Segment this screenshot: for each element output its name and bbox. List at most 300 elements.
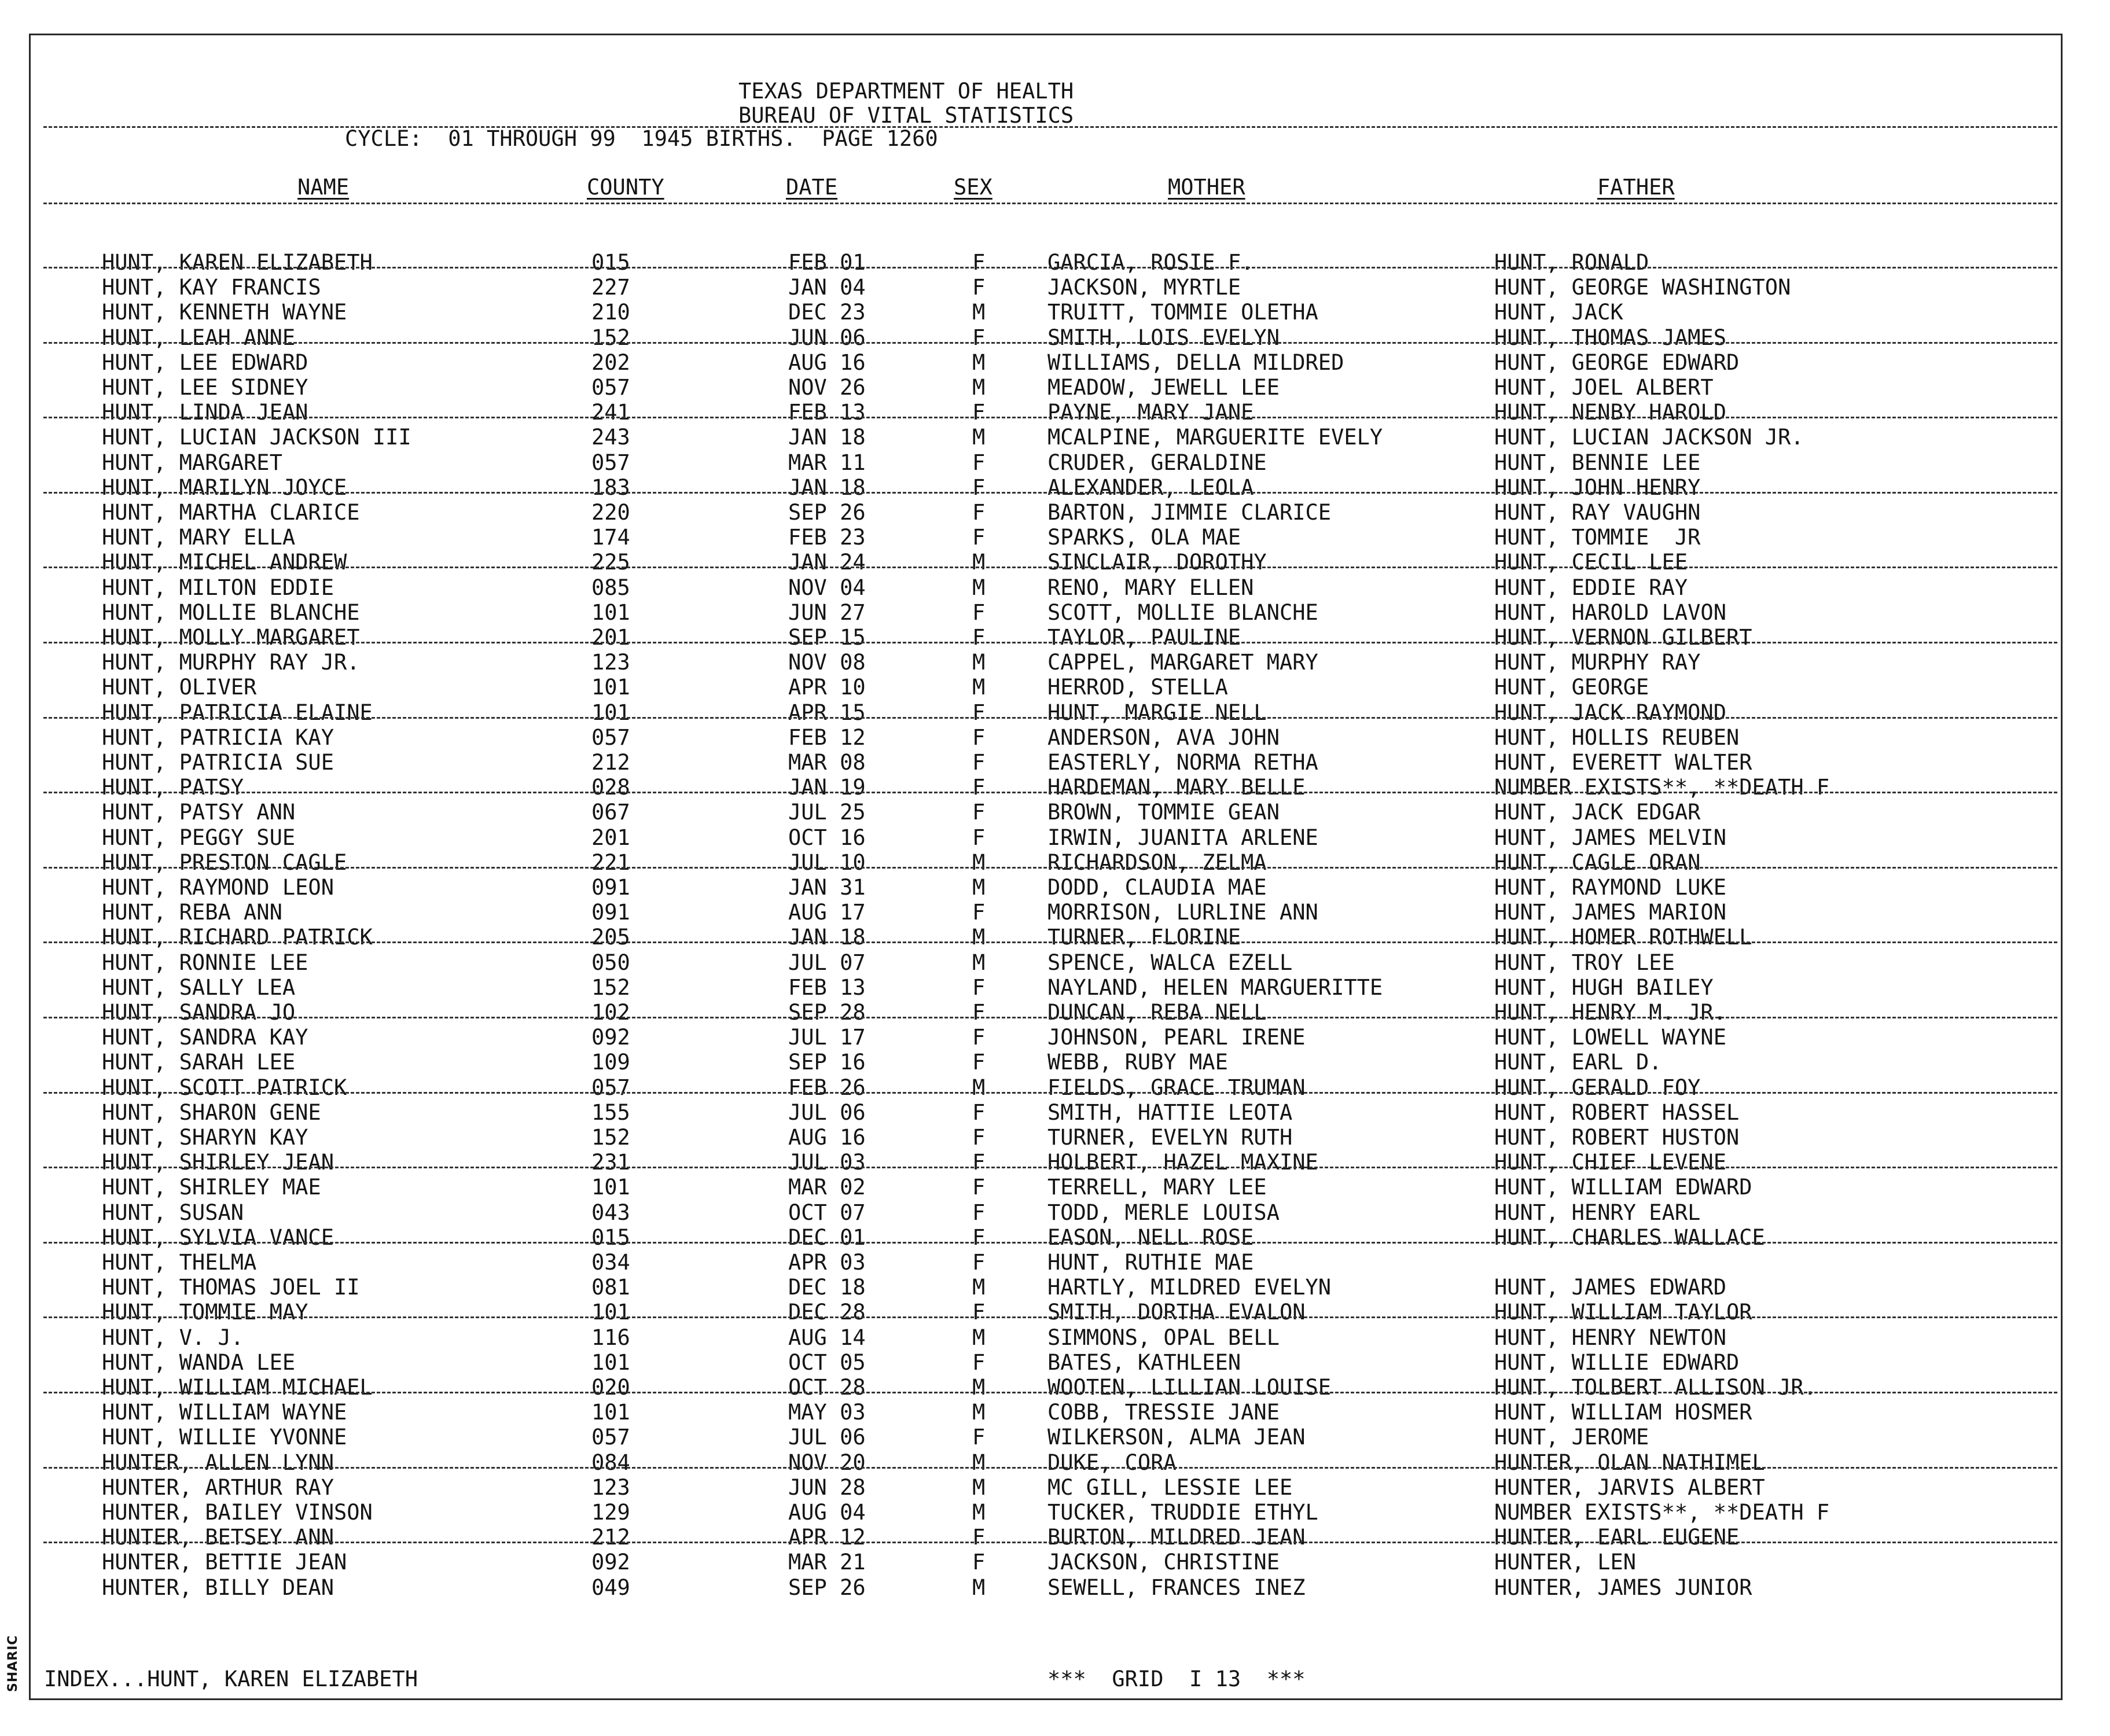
cell-father: HUNT, CECIL LEE	[1494, 550, 1688, 575]
cell-mother: WEBB, RUBY MAE	[1047, 1050, 1228, 1075]
cell-county: 015	[591, 1224, 630, 1250]
cell-sex: M	[972, 425, 986, 450]
col-header-date: DATE	[786, 175, 838, 200]
table-row	[0, 350, 2110, 375]
cell-county: 183	[591, 475, 630, 500]
cell-county: 020	[591, 1375, 630, 1400]
table-row	[0, 400, 2110, 425]
cell-father: HUNT, JAMES MARION	[1494, 900, 1726, 925]
col-header-county: COUNTY	[587, 175, 664, 200]
cell-county: 101	[591, 1349, 630, 1375]
cell-sex: F	[972, 525, 986, 550]
cell-father: HUNTER, EARL EUGENE	[1494, 1525, 1740, 1550]
cell-sex: F	[972, 1099, 986, 1125]
cell-date: APR 15	[788, 700, 866, 725]
cell-sex: M	[972, 550, 986, 575]
table-row	[0, 950, 2110, 975]
cell-date: JAN 19	[788, 775, 866, 800]
cell-name: HUNT, SHIRLEY MAE	[102, 1175, 321, 1200]
cell-county: 067	[591, 800, 630, 825]
table-row	[0, 1150, 2110, 1175]
table-row	[0, 1350, 2110, 1375]
cell-name: HUNT, RICHARD PATRICK	[102, 925, 373, 950]
cell-father: HUNTER, LEN	[1494, 1550, 1637, 1575]
cell-name: HUNT, WILLIE YVONNE	[102, 1425, 347, 1450]
cell-name: HUNT, REBA ANN	[102, 900, 282, 925]
cell-sex: M	[972, 1500, 986, 1525]
cell-mother: SEWELL, FRANCES INEZ	[1047, 1575, 1306, 1600]
cell-mother: DUKE, CORA	[1047, 1450, 1177, 1475]
cell-date: JUL 25	[788, 800, 866, 825]
cell-mother: DODD, CLAUDIA MAE	[1047, 875, 1267, 900]
cell-date: SEP 28	[788, 1000, 866, 1025]
cell-name: HUNTER, BAILEY VINSON	[102, 1500, 373, 1525]
cell-county: 231	[591, 1150, 630, 1175]
cell-sex: F	[972, 974, 986, 1000]
cell-father: HUNTER, JARVIS ALBERT	[1494, 1474, 1765, 1500]
table-row	[0, 425, 2110, 450]
cell-sex: M	[972, 875, 986, 900]
cell-sex: M	[972, 1075, 986, 1100]
cell-father: HUNT, WILLIAM EDWARD	[1494, 1175, 1752, 1200]
cell-name: HUNT, PATSY	[102, 775, 244, 800]
cell-father: HUNT, HENRY EARL	[1494, 1200, 1701, 1225]
table-row	[0, 1000, 2110, 1025]
cell-mother: SPENCE, WALCA EZELL	[1047, 950, 1293, 975]
cell-name: HUNTER, BETSEY ANN	[102, 1525, 334, 1550]
cell-county: 212	[591, 750, 630, 775]
cell-name: HUNT, SUSAN	[102, 1200, 244, 1225]
cell-father: HUNT, JOHN HENRY	[1494, 475, 1701, 500]
table-row	[0, 775, 2110, 800]
cell-date: JAN 04	[788, 275, 866, 300]
cell-county: 116	[591, 1325, 630, 1350]
cell-county: 129	[591, 1500, 630, 1525]
cell-mother: MORRISON, LURLINE ANN	[1047, 900, 1318, 925]
footer-index: INDEX...HUNT, KAREN ELIZABETH	[44, 1667, 418, 1691]
cell-sex: F	[972, 599, 986, 625]
cell-date: MAY 03	[788, 1400, 866, 1425]
cell-sex: M	[972, 849, 986, 875]
cell-mother: FIELDS, GRACE TRUMAN	[1047, 1075, 1306, 1100]
cell-name: HUNT, THOMAS JOEL II	[102, 1275, 360, 1300]
cell-date: SEP 26	[788, 500, 866, 525]
cell-date: JUL 03	[788, 1150, 866, 1175]
cell-mother: PAYNE, MARY JANE	[1047, 400, 1254, 425]
cell-county: 152	[591, 974, 630, 1000]
cell-father: HUNTER, OLAN NATHIMEL	[1494, 1450, 1765, 1475]
cell-sex: F	[972, 1175, 986, 1200]
cell-name: HUNT, SHARON GENE	[102, 1099, 321, 1125]
cell-mother: BARTON, JIMMIE CLARICE	[1047, 500, 1332, 525]
cell-name: HUNT, MURPHY RAY JR.	[102, 650, 360, 675]
cell-county: 034	[591, 1250, 630, 1275]
cell-county: 057	[591, 450, 630, 475]
table-row	[0, 1400, 2110, 1425]
cell-date: MAR 11	[788, 450, 866, 475]
cell-county: 101	[591, 599, 630, 625]
cell-sex: M	[972, 1400, 986, 1425]
cell-father: NUMBER EXISTS**, **DEATH F	[1494, 1500, 1830, 1525]
cell-sex: M	[972, 575, 986, 600]
cell-father: HUNT, VERNON GILBERT	[1494, 625, 1752, 650]
cell-county: 221	[591, 849, 630, 875]
cell-date: SEP 16	[788, 1050, 866, 1075]
cell-county: 101	[591, 700, 630, 725]
cell-date: AUG 16	[788, 350, 866, 375]
cell-name: HUNT, KAY FRANCIS	[102, 275, 321, 300]
cell-mother: MC GILL, LESSIE LEE	[1047, 1474, 1293, 1500]
cell-name: HUNTER, BETTIE JEAN	[102, 1550, 347, 1575]
cell-sex: F	[972, 1250, 986, 1275]
table-row	[0, 275, 2110, 300]
cell-mother: EASON, NELL ROSE	[1047, 1224, 1254, 1250]
cell-county: 152	[591, 325, 630, 350]
cell-name: HUNT, MOLLIE BLANCHE	[102, 599, 360, 625]
col-header-mother: MOTHER	[1168, 175, 1245, 200]
cell-date: FEB 01	[788, 250, 866, 275]
cell-name: HUNT, MILTON EDDIE	[102, 575, 334, 600]
cell-sex: F	[972, 1200, 986, 1225]
cell-date: DEC 23	[788, 300, 866, 325]
cell-father: HUNT, BENNIE LEE	[1494, 450, 1701, 475]
cell-father: HUNTER, JAMES JUNIOR	[1494, 1575, 1752, 1600]
cell-date: OCT 05	[788, 1349, 866, 1375]
table-row	[0, 525, 2110, 550]
cell-mother: BURTON, MILDRED JEAN	[1047, 1525, 1306, 1550]
cell-mother: SIMMONS, OPAL BELL	[1047, 1325, 1280, 1350]
cell-father: HUNT, HOLLIS REUBEN	[1494, 724, 1740, 750]
cell-sex: F	[972, 1349, 986, 1375]
cell-county: 057	[591, 375, 630, 400]
cell-father: HUNT, WILLIE EDWARD	[1494, 1349, 1740, 1375]
cell-mother: CAPPEL, MARGARET MARY	[1047, 650, 1318, 675]
cell-sex: F	[972, 450, 986, 475]
cell-date: FEB 13	[788, 400, 866, 425]
cell-county: 028	[591, 775, 630, 800]
cell-name: HUNT, PATRICIA KAY	[102, 724, 334, 750]
cell-name: HUNTER, ARTHUR RAY	[102, 1474, 334, 1500]
cell-date: JAN 18	[788, 425, 866, 450]
cell-father: HUNT, EVERETT WALTER	[1494, 750, 1752, 775]
table-row	[0, 250, 2110, 275]
cell-name: HUNT, PRESTON CAGLE	[102, 849, 347, 875]
table-row	[0, 475, 2110, 500]
cell-father: HUNT, JACK RAYMOND	[1494, 700, 1726, 725]
cell-county: 101	[591, 1300, 630, 1325]
cell-mother: HARTLY, MILDRED EVELYN	[1047, 1275, 1332, 1300]
cell-name: HUNT, SCOTT PATRICK	[102, 1075, 347, 1100]
cell-mother: WILKERSON, ALMA JEAN	[1047, 1425, 1306, 1450]
cell-mother: EASTERLY, NORMA RETHA	[1047, 750, 1318, 775]
table-row	[0, 650, 2110, 675]
cell-mother: JACKSON, MYRTLE	[1047, 275, 1241, 300]
cell-name: HUNT, WANDA LEE	[102, 1349, 296, 1375]
cell-county: 101	[591, 675, 630, 700]
cell-mother: CRUDER, GERALDINE	[1047, 450, 1267, 475]
header-bureau: BUREAU OF VITAL STATISTICS	[738, 103, 1074, 128]
cell-father: HUNT, TOLBERT ALLISON JR.	[1494, 1375, 1817, 1400]
col-header-name: NAME	[297, 175, 350, 200]
cell-mother: TODD, MERLE LOUISA	[1047, 1200, 1280, 1225]
cell-father: HUNT, JEROME	[1494, 1425, 1649, 1450]
table-row	[0, 750, 2110, 775]
cell-mother: SCOTT, MOLLIE BLANCHE	[1047, 599, 1318, 625]
cell-date: JUL 17	[788, 1025, 866, 1050]
cell-county: 109	[591, 1050, 630, 1075]
cell-sex: F	[972, 275, 986, 300]
table-row	[0, 550, 2110, 575]
cell-name: HUNTER, BILLY DEAN	[102, 1575, 334, 1600]
header-cycle: CYCLE: 01 THROUGH 99 1945 BIRTHS. PAGE 1260	[345, 126, 938, 151]
cell-father: HUNT, JOEL ALBERT	[1494, 375, 1714, 400]
cell-sex: M	[972, 1450, 986, 1475]
table-row	[0, 1200, 2110, 1225]
cell-mother: TURNER, EVELYN RUTH	[1047, 1125, 1293, 1150]
cell-county: 123	[591, 650, 630, 675]
cell-name: HUNT, MARY ELLA	[102, 525, 296, 550]
table-row	[0, 700, 2110, 725]
cell-date: FEB 12	[788, 724, 866, 750]
table-row	[0, 1250, 2110, 1275]
cell-county: 091	[591, 900, 630, 925]
table-row	[0, 1025, 2110, 1050]
cell-date: JAN 18	[788, 925, 866, 950]
cell-mother: ALEXANDER, LEOLA	[1047, 475, 1254, 500]
cell-date: OCT 28	[788, 1375, 866, 1400]
cell-sex: M	[972, 300, 986, 325]
table-row	[0, 675, 2110, 700]
table-row	[0, 325, 2110, 350]
cell-county: 043	[591, 1200, 630, 1225]
cell-sex: F	[972, 724, 986, 750]
cell-name: HUNT, SANDRA JO	[102, 1000, 296, 1025]
cell-father: HUNT, GEORGE	[1494, 675, 1649, 700]
cell-father: HUNT, GEORGE WASHINGTON	[1494, 275, 1791, 300]
cell-sex: M	[972, 1575, 986, 1600]
cell-mother: SPARKS, OLA MAE	[1047, 525, 1241, 550]
table-row	[0, 1100, 2110, 1125]
cell-county: 155	[591, 1099, 630, 1125]
table-row	[0, 600, 2110, 625]
side-label: SHARIC	[6, 1635, 20, 1693]
cell-father: HUNT, HAROLD LAVON	[1494, 599, 1726, 625]
header-agency: TEXAS DEPARTMENT OF HEALTH	[738, 79, 1074, 104]
cell-name: HUNT, OLIVER	[102, 675, 257, 700]
table-row	[0, 1325, 2110, 1350]
cell-sex: F	[972, 625, 986, 650]
cell-date: OCT 16	[788, 825, 866, 850]
cell-mother: SMITH, DORTHA EVALON	[1047, 1300, 1306, 1325]
cell-name: HUNT, SANDRA KAY	[102, 1025, 308, 1050]
cell-mother: RENO, MARY ELLEN	[1047, 575, 1254, 600]
cell-father: HUNT, JAMES MELVIN	[1494, 825, 1726, 850]
cell-county: 015	[591, 250, 630, 275]
cell-mother: NAYLAND, HELEN MARGUERITTE	[1047, 974, 1383, 1000]
table-row	[0, 500, 2110, 525]
table-row	[0, 1500, 2110, 1525]
cell-sex: M	[972, 950, 986, 975]
cell-name: HUNT, MARTHA CLARICE	[102, 500, 360, 525]
cell-county: 092	[591, 1550, 630, 1575]
cell-name: HUNT, MICHEL ANDREW	[102, 550, 347, 575]
cell-sex: M	[972, 1275, 986, 1300]
cell-sex: F	[972, 475, 986, 500]
cell-sex: M	[972, 350, 986, 375]
cell-county: 101	[591, 1400, 630, 1425]
cell-mother: TERRELL, MARY LEE	[1047, 1175, 1267, 1200]
cell-sex: F	[972, 325, 986, 350]
cell-father: HUNT, JAMES EDWARD	[1494, 1275, 1726, 1300]
cell-father: HUNT, MURPHY RAY	[1494, 650, 1701, 675]
cell-date: APR 12	[788, 1525, 866, 1550]
cell-date: APR 03	[788, 1250, 866, 1275]
cell-name: HUNT, PATRICIA SUE	[102, 750, 334, 775]
cell-sex: F	[972, 1000, 986, 1025]
col-header-sex: SEX	[954, 175, 992, 200]
cell-mother: BATES, KATHLEEN	[1047, 1349, 1241, 1375]
cell-father: HUNT, EARL D.	[1494, 1050, 1662, 1075]
cell-county: 201	[591, 825, 630, 850]
cell-father: HUNT, RAY VAUGHN	[1494, 500, 1701, 525]
cell-mother: TRUITT, TOMMIE OLETHA	[1047, 300, 1318, 325]
cell-sex: F	[972, 250, 986, 275]
cell-name: HUNT, PATSY ANN	[102, 800, 296, 825]
cell-date: JUL 06	[788, 1425, 866, 1450]
cell-county: 102	[591, 1000, 630, 1025]
cell-date: MAR 02	[788, 1175, 866, 1200]
cell-sex: F	[972, 1050, 986, 1075]
table-row	[0, 725, 2110, 750]
cell-county: 225	[591, 550, 630, 575]
cell-date: OCT 07	[788, 1200, 866, 1225]
table-row	[0, 1550, 2110, 1575]
cell-date: SEP 15	[788, 625, 866, 650]
cell-name: HUNT, SALLY LEA	[102, 974, 296, 1000]
cell-date: AUG 17	[788, 900, 866, 925]
cell-name: HUNT, LEAH ANNE	[102, 325, 296, 350]
cell-mother: BROWN, TOMMIE GEAN	[1047, 800, 1280, 825]
cell-father: HUNT, CHARLES WALLACE	[1494, 1224, 1765, 1250]
cell-father: HUNT, RONALD	[1494, 250, 1649, 275]
cell-sex: F	[972, 900, 986, 925]
cell-name: HUNT, LEE EDWARD	[102, 350, 308, 375]
cell-date: FEB 26	[788, 1075, 866, 1100]
cell-mother: ANDERSON, AVA JOHN	[1047, 724, 1280, 750]
table-row	[0, 1175, 2110, 1200]
cell-sex: F	[972, 400, 986, 425]
cell-date: DEC 01	[788, 1224, 866, 1250]
table-row	[0, 1300, 2110, 1325]
cell-name: HUNT, KAREN ELIZABETH	[102, 250, 373, 275]
cell-county: 092	[591, 1025, 630, 1050]
cell-father: HUNT, LUCIAN JACKSON JR.	[1494, 425, 1804, 450]
cell-father: HUNT, HENRY NEWTON	[1494, 1325, 1726, 1350]
cell-date: JUN 28	[788, 1474, 866, 1500]
cell-father: HUNT, RAYMOND LUKE	[1494, 875, 1726, 900]
cell-father: HUNT, THOMAS JAMES	[1494, 325, 1726, 350]
cell-mother: IRWIN, JUANITA ARLENE	[1047, 825, 1318, 850]
cell-date: MAR 21	[788, 1550, 866, 1575]
table-row	[0, 900, 2110, 925]
cell-county: 057	[591, 1425, 630, 1450]
table-row	[0, 975, 2110, 1000]
cell-county: 101	[591, 1175, 630, 1200]
cell-father: HUNT, HENRY M. JR.	[1494, 1000, 1726, 1025]
cell-father: HUNT, EDDIE RAY	[1494, 575, 1688, 600]
cell-mother: WILLIAMS, DELLA MILDRED	[1047, 350, 1344, 375]
cell-mother: WOOTEN, LILLIAN LOUISE	[1047, 1375, 1332, 1400]
cell-mother: TURNER, FLORINE	[1047, 925, 1241, 950]
cell-date: JUL 07	[788, 950, 866, 975]
cell-date: NOV 08	[788, 650, 866, 675]
table-row	[0, 1575, 2110, 1600]
table-row	[0, 1425, 2110, 1450]
cell-sex: F	[972, 1300, 986, 1325]
cell-county: 152	[591, 1125, 630, 1150]
cell-sex: F	[972, 750, 986, 775]
table-row	[0, 300, 2110, 325]
cell-sex: M	[972, 650, 986, 675]
table-row	[0, 825, 2110, 850]
cell-mother: JOHNSON, PEARL IRENE	[1047, 1025, 1306, 1050]
cell-name: HUNT, MOLLY MARGARET	[102, 625, 360, 650]
table-row	[0, 1525, 2110, 1550]
cell-county: 241	[591, 400, 630, 425]
cell-date: JAN 31	[788, 875, 866, 900]
cell-sex: M	[972, 1325, 986, 1350]
cell-sex: M	[972, 1474, 986, 1500]
cell-sex: F	[972, 1150, 986, 1175]
cell-name: HUNT, LINDA JEAN	[102, 400, 308, 425]
col-header-father: FATHER	[1597, 175, 1675, 200]
cell-name: HUNT, SYLVIA VANCE	[102, 1224, 334, 1250]
table-row	[0, 375, 2110, 400]
cell-date: JAN 24	[788, 550, 866, 575]
cell-mother: HARDEMAN, MARY BELLE	[1047, 775, 1306, 800]
table-row	[0, 850, 2110, 875]
table-row	[0, 625, 2110, 650]
cell-sex: F	[972, 825, 986, 850]
cell-mother: TAYLOR, PAULINE	[1047, 625, 1241, 650]
cell-name: HUNT, RONNIE LEE	[102, 950, 308, 975]
cell-date: FEB 13	[788, 974, 866, 1000]
table-row	[0, 1125, 2110, 1150]
cell-sex: F	[972, 500, 986, 525]
table-row	[0, 1275, 2110, 1300]
cell-mother: SMITH, HATTIE LEOTA	[1047, 1099, 1293, 1125]
cell-county: 205	[591, 925, 630, 950]
cell-mother: SINCLAIR, DOROTHY	[1047, 550, 1267, 575]
cell-sex: F	[972, 800, 986, 825]
footer-grid: *** GRID I 13 ***	[1047, 1667, 1306, 1691]
cell-mother: SMITH, LOIS EVELYN	[1047, 325, 1280, 350]
table-row	[0, 1375, 2110, 1400]
cell-county: 210	[591, 300, 630, 325]
cell-mother: HOLBERT, HAZEL MAXINE	[1047, 1150, 1318, 1175]
cell-county: 220	[591, 500, 630, 525]
cell-date: JUN 06	[788, 325, 866, 350]
cell-name: HUNT, PATRICIA ELAINE	[102, 700, 373, 725]
cell-sex: F	[972, 1224, 986, 1250]
cell-father: HUNT, WILLIAM TAYLOR	[1494, 1300, 1752, 1325]
cell-father: HUNT, NENBY HAROLD	[1494, 400, 1726, 425]
cell-sex: F	[972, 1125, 986, 1150]
cell-county: 050	[591, 950, 630, 975]
cell-date: FEB 23	[788, 525, 866, 550]
cell-name: HUNT, WILLIAM WAYNE	[102, 1400, 347, 1425]
cell-date: JUL 10	[788, 849, 866, 875]
